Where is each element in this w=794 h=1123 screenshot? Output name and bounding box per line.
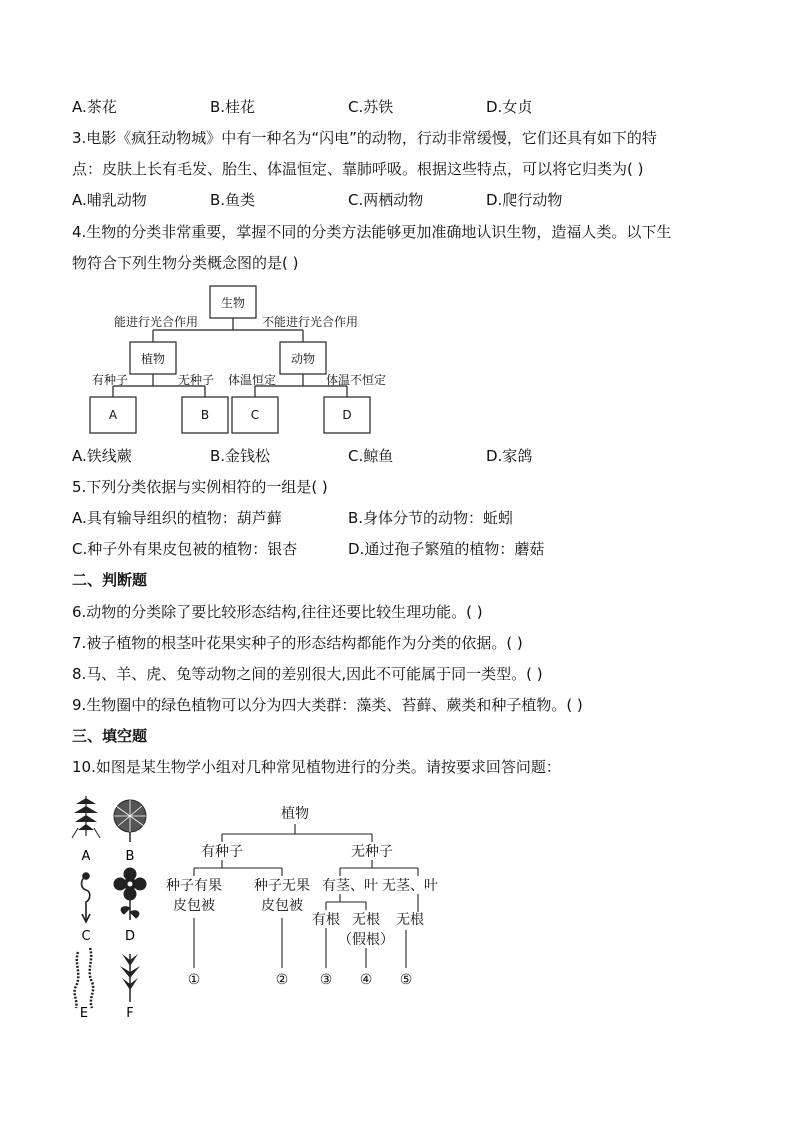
tree-connector-seed xyxy=(194,860,282,876)
q3-option-b: B.鱼类 xyxy=(210,191,256,209)
q5-option-c: C.种子外有果皮包被的植物：银杏 xyxy=(72,540,298,558)
q2-option-c: C.苏铁 xyxy=(348,98,394,116)
q5-option-d: D.通过孢子繁殖的植物：蘑菇 xyxy=(348,540,545,558)
q2-option-b: B.桂花 xyxy=(210,98,256,116)
tree-seed-covered-line1: 种子有果 xyxy=(166,878,222,894)
moss-icon xyxy=(82,873,91,922)
diagram-leaf-c: C xyxy=(250,408,260,422)
diagram-leaf-d: D xyxy=(342,408,352,422)
q3-option-a: A.哺乳动物 xyxy=(72,191,147,209)
q2-option-d: D.女贞 xyxy=(486,98,533,116)
pine-icon xyxy=(114,800,146,842)
q7-stem: 7.被子植物的根茎叶花果实种子的形态结构都能作为分类的依据。( ) xyxy=(72,634,523,652)
q5-stem: 5.下列分类依据与实例相符的一组是( ) xyxy=(72,478,328,496)
tree-seed-naked-line2: 皮包被 xyxy=(261,898,303,914)
tree-false-root-label: （假根） xyxy=(338,932,394,948)
tree-connector-noseed xyxy=(340,860,418,876)
diagram-plant-label: 植物 xyxy=(140,352,166,366)
diagram-left-branch-label: 能进行光合作用 xyxy=(114,315,199,329)
plant-label-b: B xyxy=(125,849,135,864)
q3-stem-line1: 3.电影《疯狂动物城》中有一种名为“闪电”的动物，行动非常缓慢，它们还具有如下的特 xyxy=(72,129,657,147)
tree-has-seed-label: 有种子 xyxy=(201,844,243,860)
q4-stem-line2: 物符合下列生物分类概念图的是( ) xyxy=(72,254,299,272)
plant-label-f: F xyxy=(126,1006,134,1018)
section-judgment-title: 二、判断题 xyxy=(72,571,148,589)
q3-stem-line2: 点：皮肤上长有毛发、胎生、体温恒定、靠肺呼吸。根据这些特点，可以将它归类为( ) xyxy=(72,160,644,178)
diagram-temp-not-constant-label: 体温不恒定 xyxy=(326,373,387,387)
q2-option-a: A.茶花 xyxy=(72,98,117,116)
diagram-leaf-a: A xyxy=(108,408,118,422)
tree-seed-naked-line1: 种子无果 xyxy=(254,878,310,894)
q8-stem: 8.马、羊、虎、兔等动物之间的差别很大,因此不可能属于同一类型。( ) xyxy=(72,665,543,683)
diagram-no-seed-label: 无种子 xyxy=(178,373,215,387)
q6-stem: 6.动物的分类除了要比较形态结构,往往还要比较生理功能。( ) xyxy=(72,603,483,621)
q9-stem: 9.生物圈中的绿色植物可以分为四大类群：藻类、苔藓、蕨类和种子植物。( ) xyxy=(72,696,583,714)
q3-option-c: C.两栖动物 xyxy=(348,191,424,209)
tree-has-stem-leaf-label: 有茎、叶 xyxy=(322,878,378,894)
diagram-temp-constant-label: 体温恒定 xyxy=(228,373,277,387)
q5-option-a: A.具有输导组织的植物：葫芦藓 xyxy=(72,509,282,527)
grass-icon xyxy=(120,954,140,1002)
section-fill-blank-title: 三、填空题 xyxy=(72,727,148,745)
diagram-has-seed-label: 有种子 xyxy=(92,373,129,387)
plant-label-d: D xyxy=(124,929,136,944)
tree-seed-covered-line2: 皮包被 xyxy=(173,898,215,914)
tree-blank-1: ① xyxy=(187,972,201,988)
tree-blank-5: ⑤ xyxy=(399,972,413,988)
diagram-root-label: 生物 xyxy=(220,296,246,310)
tree-root-label: 植物 xyxy=(281,806,309,822)
tree-blank-4: ④ xyxy=(359,972,373,988)
classification-diagram xyxy=(86,282,396,438)
diagram-leaf-b: B xyxy=(200,408,210,422)
tree-no-stem-leaf-label: 无茎、叶 xyxy=(382,878,438,894)
diagram-right-branch-label: 不能进行光合作用 xyxy=(262,315,359,329)
tree-no-root-label: 无根 xyxy=(352,912,380,928)
plant-illustrations xyxy=(68,788,168,1018)
diagram-animal-label: 动物 xyxy=(290,352,316,366)
q4-option-d: D.家鸽 xyxy=(486,447,533,465)
q10-stem: 10.如图是某生物学小组对几种常见植物进行的分类。请按要求回答问题： xyxy=(72,758,561,776)
tree-blank-2: ② xyxy=(275,972,289,988)
q4-option-a: A.铁线蕨 xyxy=(72,447,132,465)
plant-label-e: E xyxy=(79,1006,89,1018)
plant-label-a: A xyxy=(81,849,91,864)
fern-icon xyxy=(72,796,100,838)
tree-connector-stem xyxy=(326,894,366,910)
tree-no-root2-label: 无根 xyxy=(396,912,424,928)
plant-classification-tree xyxy=(160,798,460,994)
tree-has-root-label: 有根 xyxy=(312,912,340,928)
algae-icon xyxy=(75,948,94,1008)
q4-stem-line1: 4.生物的分类非常重要，掌握不同的分类方法能够更加准确地认识生物，造福人类。以下生 xyxy=(72,223,672,241)
q4-option-b: B.金钱松 xyxy=(210,447,271,465)
flower-icon xyxy=(114,868,146,920)
q5-option-b: B.身体分节的动物：蚯蚓 xyxy=(348,509,514,527)
plant-label-c: C xyxy=(81,929,91,944)
q3-option-d: D.爬行动物 xyxy=(486,191,563,209)
tree-blank-3: ③ xyxy=(319,972,333,988)
tree-connector-root xyxy=(222,824,372,842)
q4-option-c: C.鲸鱼 xyxy=(348,447,394,465)
tree-no-seed-label: 无种子 xyxy=(351,844,393,860)
